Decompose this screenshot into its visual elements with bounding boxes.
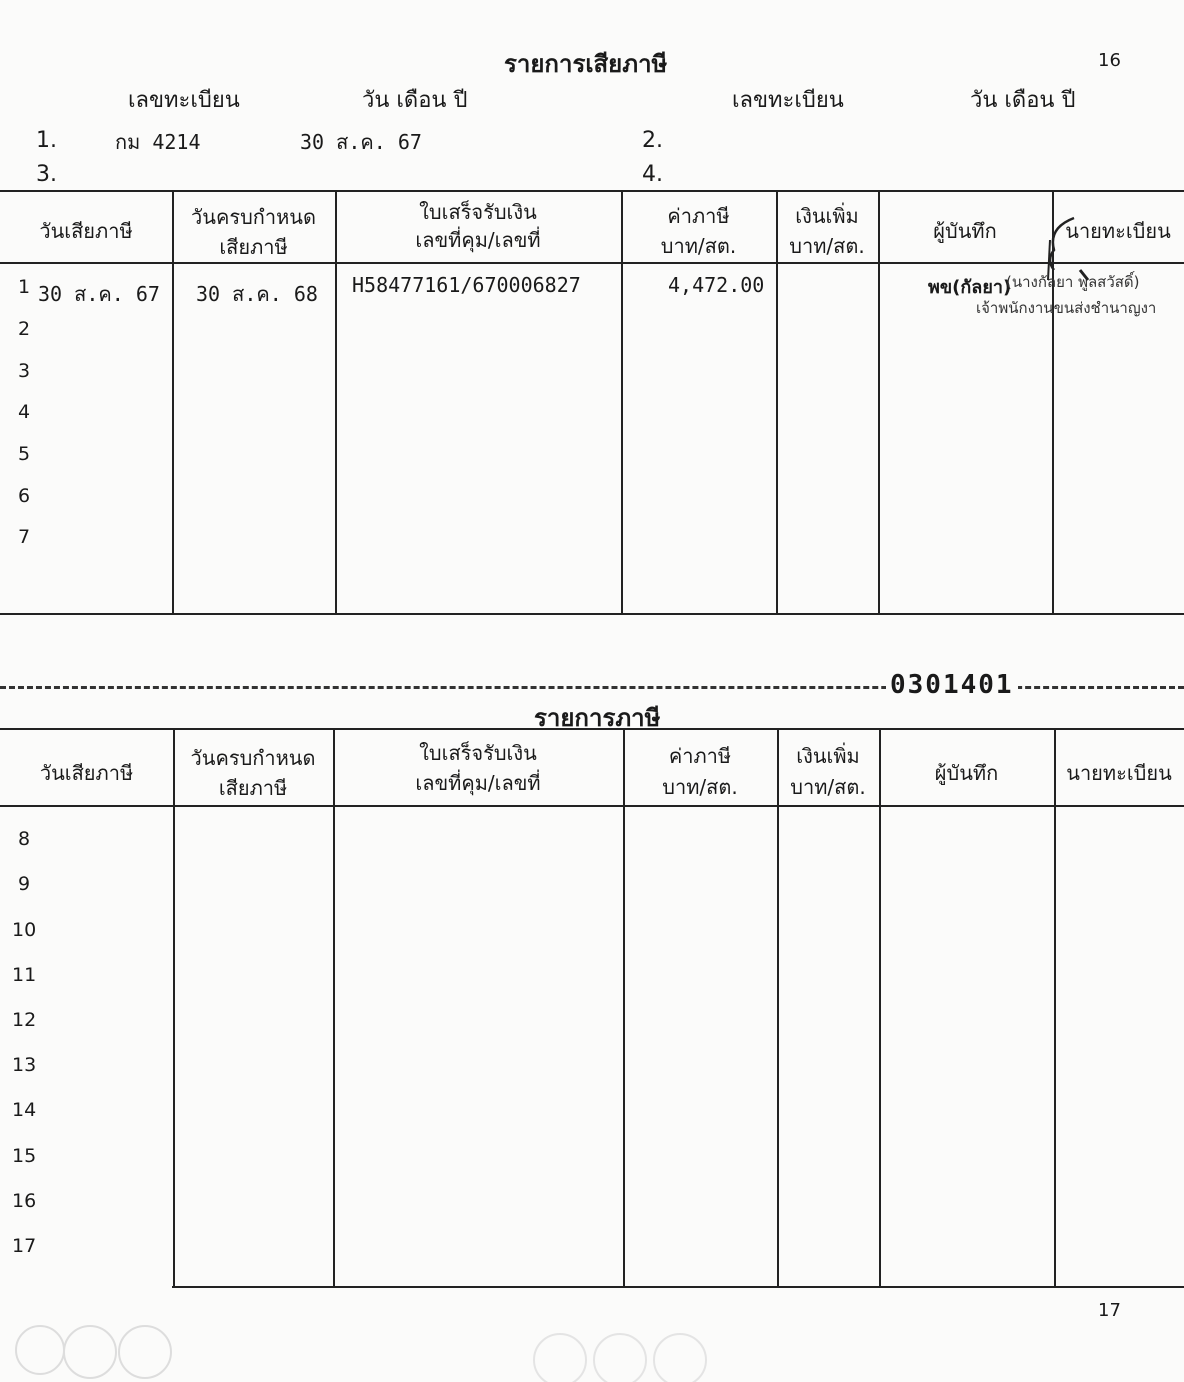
date-label-left: วัน เดือน ปี — [362, 88, 468, 113]
section-title-tax-payment: รายการเสียภาษี — [504, 50, 668, 78]
signature-mark — [1040, 210, 1100, 470]
entry-number: 2. — [642, 128, 663, 153]
row-number: 7 — [18, 526, 31, 548]
column-divider — [878, 190, 880, 615]
cell-recorder: พข(กัลยา) — [928, 277, 1012, 298]
header-extra-line1: เงินเพิ่ม — [796, 744, 860, 768]
serial-number: 0301401 — [886, 670, 1018, 700]
header-recorder: ผู้บันทึก — [934, 761, 999, 785]
header-recorder: ผู้บันทึก — [933, 219, 997, 243]
cell-tax-amount: 4,472.00 — [668, 273, 765, 297]
date-label-right: วัน เดือน ปี — [970, 88, 1076, 113]
header-due-date-line2: เสียภาษี — [218, 776, 288, 800]
row-number: 16 — [12, 1190, 37, 1212]
row-number: 5 — [18, 443, 31, 465]
row-number: 10 — [12, 919, 37, 941]
table-border — [0, 190, 1184, 192]
cell-receipt: H58477161/670006827 — [352, 273, 581, 297]
row-number: 14 — [12, 1099, 37, 1121]
header-receipt-line1: ใบเสร็จรับเงิน — [419, 741, 537, 765]
header-receipt-line1: ใบเสร็จรับเงิน — [419, 200, 537, 224]
section-title-tax-list: รายการภาษี — [534, 704, 661, 732]
header-receipt-line2: เลขที่คุม/เลขที่ — [415, 228, 541, 252]
table-border — [0, 613, 1184, 615]
header-extra-line1: เงินเพิ่ม — [795, 204, 859, 228]
column-divider — [623, 728, 625, 1288]
header-due-date-line1: วันครบกำหนด — [190, 746, 316, 770]
row-number: 12 — [12, 1009, 37, 1031]
entry-number: 1. — [36, 128, 57, 153]
entry-number: 3. — [36, 162, 57, 187]
cell-due-date: 30 ส.ค. 68 — [196, 282, 318, 306]
header-tax-date: วันเสียภาษี — [39, 219, 133, 243]
header-tax-line1: ค่าภาษี — [667, 204, 730, 228]
column-divider — [333, 728, 335, 1288]
column-divider — [1054, 728, 1056, 1288]
table-border — [0, 262, 1184, 264]
header-due-date-line1: วันครบกำหนด — [191, 205, 316, 229]
header-due-date-line2: เสียภาษี — [219, 235, 288, 259]
header-tax-date: วันเสียภาษี — [39, 761, 134, 785]
row-number: 6 — [18, 485, 31, 507]
table-border — [172, 1286, 1184, 1288]
header-extra-line2: บาท/สต. — [790, 775, 866, 799]
table-border — [0, 728, 1184, 730]
row-number: 8 — [18, 828, 31, 850]
row-number: 17 — [12, 1235, 37, 1257]
row-number: 3 — [18, 360, 31, 382]
page-number-top: 16 — [1098, 50, 1121, 71]
decorative-pattern — [0, 1310, 1184, 1382]
official-stamp-name: (นางกัลยา พูลสวัสดิ์) — [1006, 273, 1140, 291]
column-divider — [777, 728, 779, 1288]
reg-label-right: เลขทะเบียน — [732, 88, 844, 113]
row-number: 11 — [12, 964, 37, 986]
header-registrar: นายทะเบียน — [1066, 761, 1172, 785]
header-tax-line2: บาท/สต. — [660, 234, 737, 258]
header-extra-line2: บาท/สต. — [789, 234, 865, 258]
entry-number: 4. — [642, 162, 663, 187]
cell-tax-date: 30 ส.ค. 67 — [38, 282, 160, 306]
entry-date: 30 ส.ค. 67 — [300, 130, 422, 154]
row-number: 2 — [18, 318, 31, 340]
column-divider — [879, 728, 881, 1288]
header-tax-line2: บาท/สต. — [662, 775, 738, 799]
page-number-bottom: 17 — [1098, 1300, 1121, 1321]
header-registrar: นายทะเบียน — [1065, 219, 1171, 243]
reg-label-left: เลขทะเบียน — [128, 88, 240, 113]
table-border — [0, 805, 1184, 807]
row-number: 15 — [12, 1145, 37, 1167]
official-stamp-title: เจ้าพนักงานขนส่งชำนาญงา — [976, 299, 1157, 317]
header-tax-line1: ค่าภาษี — [668, 744, 732, 768]
column-divider — [173, 728, 175, 1288]
header-receipt-line2: เลขที่คุม/เลขที่ — [415, 771, 541, 795]
entry-registration: กม 4214 — [115, 130, 201, 154]
row-number: 9 — [18, 873, 31, 895]
row-number: 4 — [18, 401, 31, 423]
row-number: 13 — [12, 1054, 37, 1076]
row-number: 1 — [18, 276, 31, 298]
